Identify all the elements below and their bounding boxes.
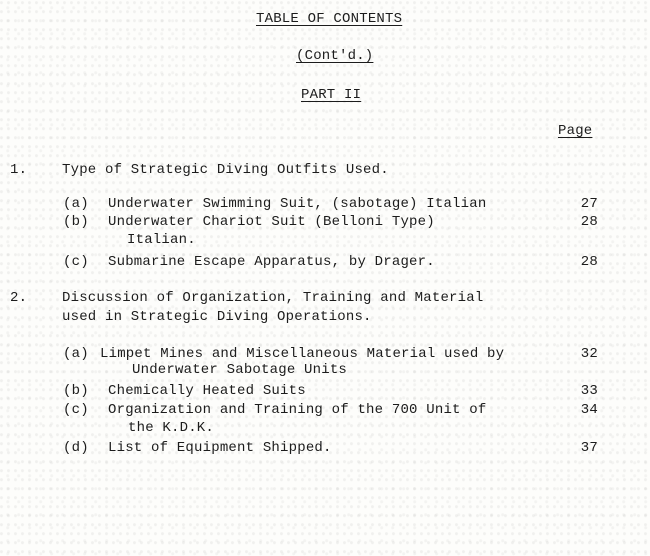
section-1-number: 1. — [10, 162, 28, 178]
toc-subtitle: (Cont'd.) — [296, 48, 374, 64]
toc-entry-continuation: the K.D.K. — [128, 420, 215, 436]
toc-entry-text: Organization and Training of the 700 Unit of — [108, 402, 487, 418]
toc-entry-text: Underwater Swimming Suit, (sabotage) Italian — [108, 196, 487, 212]
toc-title: TABLE OF CONTENTS — [256, 11, 403, 27]
toc-entry-text: Chemically Heated Suits — [108, 383, 306, 399]
section-2-title-line2: used in Strategic Diving Operations. — [62, 309, 372, 325]
toc-entry-letter: (d) — [63, 440, 89, 456]
section-2-title: Discussion of Organization, Training and Material — [62, 290, 484, 306]
toc-entry-text: List of Equipment Shipped. — [108, 440, 332, 456]
toc-entry-letter: (c) — [63, 254, 89, 270]
toc-entry-text: Underwater Chariot Suit (Belloni Type) — [108, 214, 435, 230]
toc-entry-letter: (a) — [63, 346, 89, 362]
page-column-heading: Page — [558, 123, 593, 139]
toc-entry-page: 33 — [580, 383, 598, 399]
toc-entry-continuation: Underwater Sabotage Units — [132, 362, 348, 378]
toc-entry-page: 32 — [580, 346, 598, 362]
toc-entry-letter: (b) — [63, 383, 89, 399]
section-1-title: Type of Strategic Diving Outfits Used. — [62, 162, 389, 178]
toc-entry-page: 34 — [580, 402, 598, 418]
toc-entry-text: Submarine Escape Apparatus, by Drager. — [108, 254, 435, 270]
part-heading: PART II — [301, 87, 362, 103]
toc-entry-letter: (c) — [63, 402, 89, 418]
section-2-number: 2. — [10, 290, 28, 306]
toc-entry-continuation: Italian. — [127, 232, 196, 248]
toc-entry-text: Limpet Mines and Miscellaneous Material used by — [100, 346, 505, 362]
toc-entry-page: 28 — [580, 254, 598, 270]
toc-entry-page: 27 — [580, 196, 598, 212]
toc-entry-page: 37 — [580, 440, 598, 456]
toc-entry-letter: (a) — [63, 196, 89, 212]
toc-entry-letter: (b) — [63, 214, 89, 230]
toc-entry-page: 28 — [580, 214, 598, 230]
